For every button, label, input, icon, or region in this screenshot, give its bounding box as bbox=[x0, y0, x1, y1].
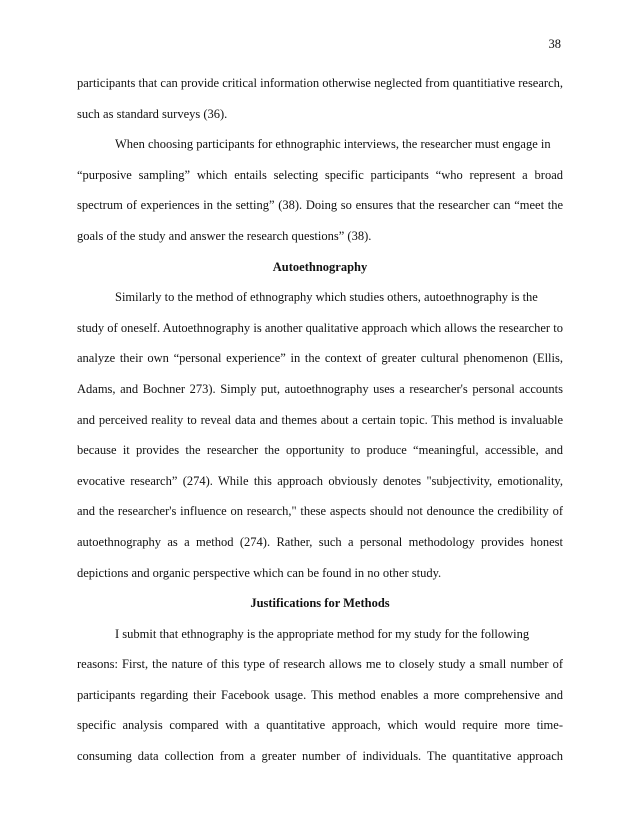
paragraph-line: and perceived reality to reveal data and themes about a certain topic. This method is invaluable bbox=[77, 412, 563, 427]
paragraph-line: analyze their own “personal experience” in the context of greater cultural phenomenon (Ellis, bbox=[77, 351, 563, 366]
paragraph-line: specific analysis compared with a quantitative approach, which would require more time- bbox=[77, 718, 563, 733]
paragraph-first-line: Similarly to the method of ethnography which studies others, autoethnography is the bbox=[115, 290, 538, 305]
paragraph-line: “purposive sampling” which entails selecting specific participants “who represent a broad bbox=[77, 167, 563, 182]
paragraph-line: participants regarding their Facebook usage. This method enables a more comprehensive and bbox=[77, 687, 563, 702]
paragraph-line: participants that can provide critical information otherwise neglected from quantitiative research, bbox=[77, 76, 563, 90]
paragraph-last-line: such as standard surveys (36). bbox=[77, 106, 228, 121]
paragraph-line: consuming data collection from a greater number of individuals. The quantitative approach bbox=[77, 749, 563, 764]
paragraph-line: because it provides the researcher the opportunity to produce “meaningful, accessible, and bbox=[77, 443, 563, 458]
page-number: 38 bbox=[548, 37, 561, 51]
paragraph-first-line: When choosing participants for ethnographic interviews, the researcher must engage in bbox=[115, 137, 551, 152]
paragraph-line: Adams, and Bochner 273). Simply put, autoethnography uses a researcher's personal accounts bbox=[77, 381, 563, 396]
paragraph-first-line: I submit that ethnography is the appropriate method for my study for the following bbox=[115, 626, 530, 641]
paragraph-line: study of oneself. Autoethnography is another qualitative approach which allows the researcher to bbox=[77, 320, 563, 335]
paragraph-last-line: goals of the study and answer the research questions” (38). bbox=[77, 228, 372, 243]
section-heading: Justifications for Methods bbox=[250, 596, 390, 611]
paragraph-line: and the researcher's influence on research," these aspects should not denounce the credibility of bbox=[77, 504, 563, 519]
paragraph-line: reasons: First, the nature of this type of research allows me to closely study a small number of bbox=[77, 657, 563, 672]
section-heading: Autoethnography bbox=[272, 259, 368, 274]
paragraph-line: autoethnography as a method (274). Rather, such a personal methodology provides honest bbox=[77, 534, 563, 549]
paragraph-line: spectrum of experiences in the setting” (38). Doing so ensures that the researcher can “meet the bbox=[77, 198, 563, 213]
paragraph-last-line: depictions and organic perspective which can be found in no other study. bbox=[77, 565, 442, 580]
body-text bbox=[77, 68, 563, 772]
paragraph-line: evocative research” (274). While this approach obviously denotes "subjectivity, emotionality, bbox=[77, 473, 563, 488]
